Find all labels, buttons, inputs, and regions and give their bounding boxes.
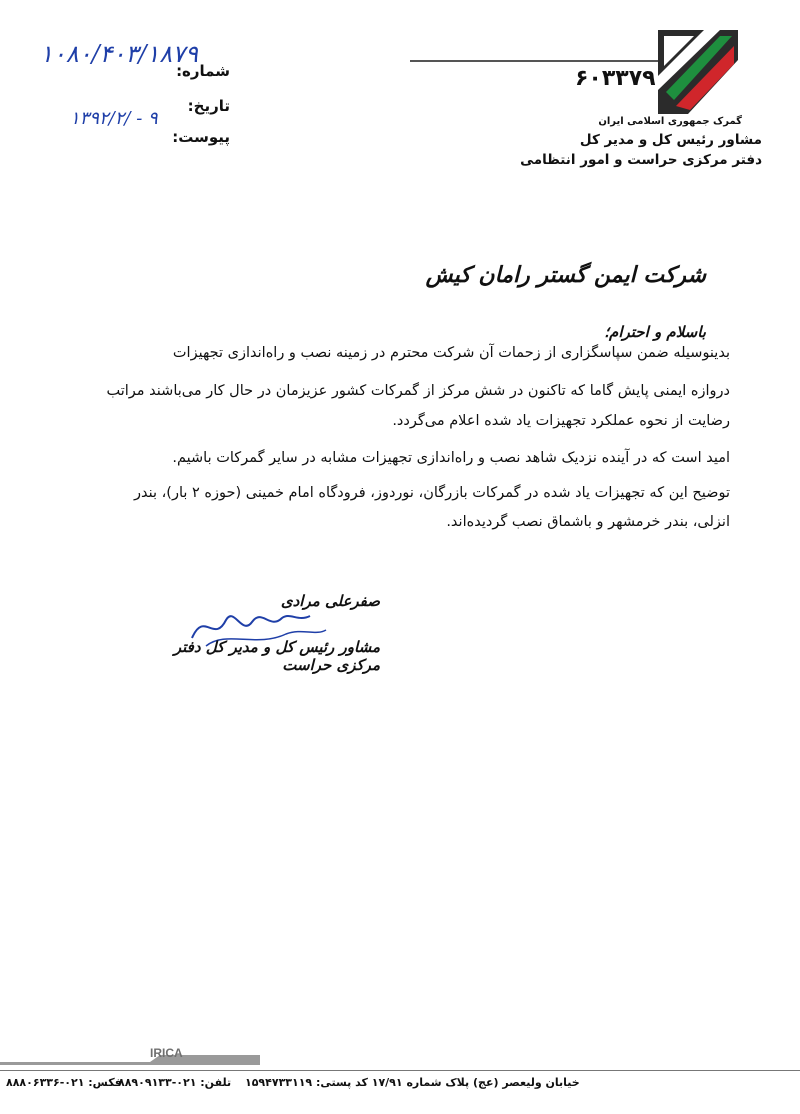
date-label: تاریخ: xyxy=(187,97,230,115)
signatory-title: مشاور رئیس کل و مدیر کل دفتر مرکزی حراست xyxy=(173,638,380,674)
paragraph-1-line-2: دروازه ایمنی پایش گاما که تاکنون در شش مرکز از گمرکات کشور عزیزمان در حال کار می‌باشند مراتب xyxy=(106,383,730,399)
recipient: شرکت ایمن گستر رامان کیش xyxy=(425,262,706,288)
org-line-2: دفتر مرکزی حراست و امور انتظامی xyxy=(520,152,762,168)
customs-logo xyxy=(658,30,738,114)
paragraph-1-line-3: رضایت از نحوه عملکرد تجهیزات یاد شده اعلام می‌گردد. xyxy=(392,413,730,429)
footer-fax: فکس: ۰۲۱-۸۸۸۰۶۳۳۶ xyxy=(6,1076,122,1089)
org-name: گمرک جمهوری اسلامی ایران xyxy=(598,116,742,127)
footer-divider xyxy=(0,1070,800,1071)
header-divider xyxy=(410,60,658,62)
salutation: باسلام و احترام؛ xyxy=(604,323,706,341)
footer-brand: IRICA xyxy=(150,1046,183,1060)
paragraph-3-line-1: توضیح این که تجهیزات یاد شده در گمرکات بازرگان، نوردوز، فرودگاه امام خمینی (حوزه ۲ بار)، بندر xyxy=(133,485,730,501)
letter-date-value: ۱۳۹۲/۲/ - ۹ xyxy=(70,108,158,129)
footer-address: خیابان ولیعصر (عج) پلاک شماره ۱۷/۹۱ کد پستی: ۱۵۹۴۷۳۳۱۱۹ xyxy=(245,1076,580,1089)
serial-number: ۶۰۳۳۷۹ xyxy=(575,66,656,91)
paragraph-2: امید است که در آینده نزدیک شاهد نصب و راه‌اندازی تجهیزات مشابه در سایر گمرکات باشیم. xyxy=(172,450,730,466)
footer-brand-bar xyxy=(0,1052,800,1066)
letter-number-value: ۱۰۸۰/۴۰۳/۱۸۷۹ xyxy=(40,40,198,68)
paragraph-1-line-1: بدینوسیله ضمن سپاسگزاری از زحمات آن شرکت محترم در زمینه نصب و راه‌اندازی تجهیزات xyxy=(172,345,730,361)
attachment-label: پیوست: xyxy=(172,128,230,146)
number-label: شماره: xyxy=(176,62,230,80)
footer-phone: تلفن: ۰۲۱-۸۸۹۰۹۱۳۳ xyxy=(118,1076,232,1089)
org-line-1: مشاور رئیس کل و مدیر کل xyxy=(579,132,762,148)
signatory-name: صفرعلی مرادی xyxy=(280,592,380,610)
paragraph-3-line-2: انزلی، بندر خرمشهر و باشماق نصب گردیده‌اند. xyxy=(446,514,730,530)
